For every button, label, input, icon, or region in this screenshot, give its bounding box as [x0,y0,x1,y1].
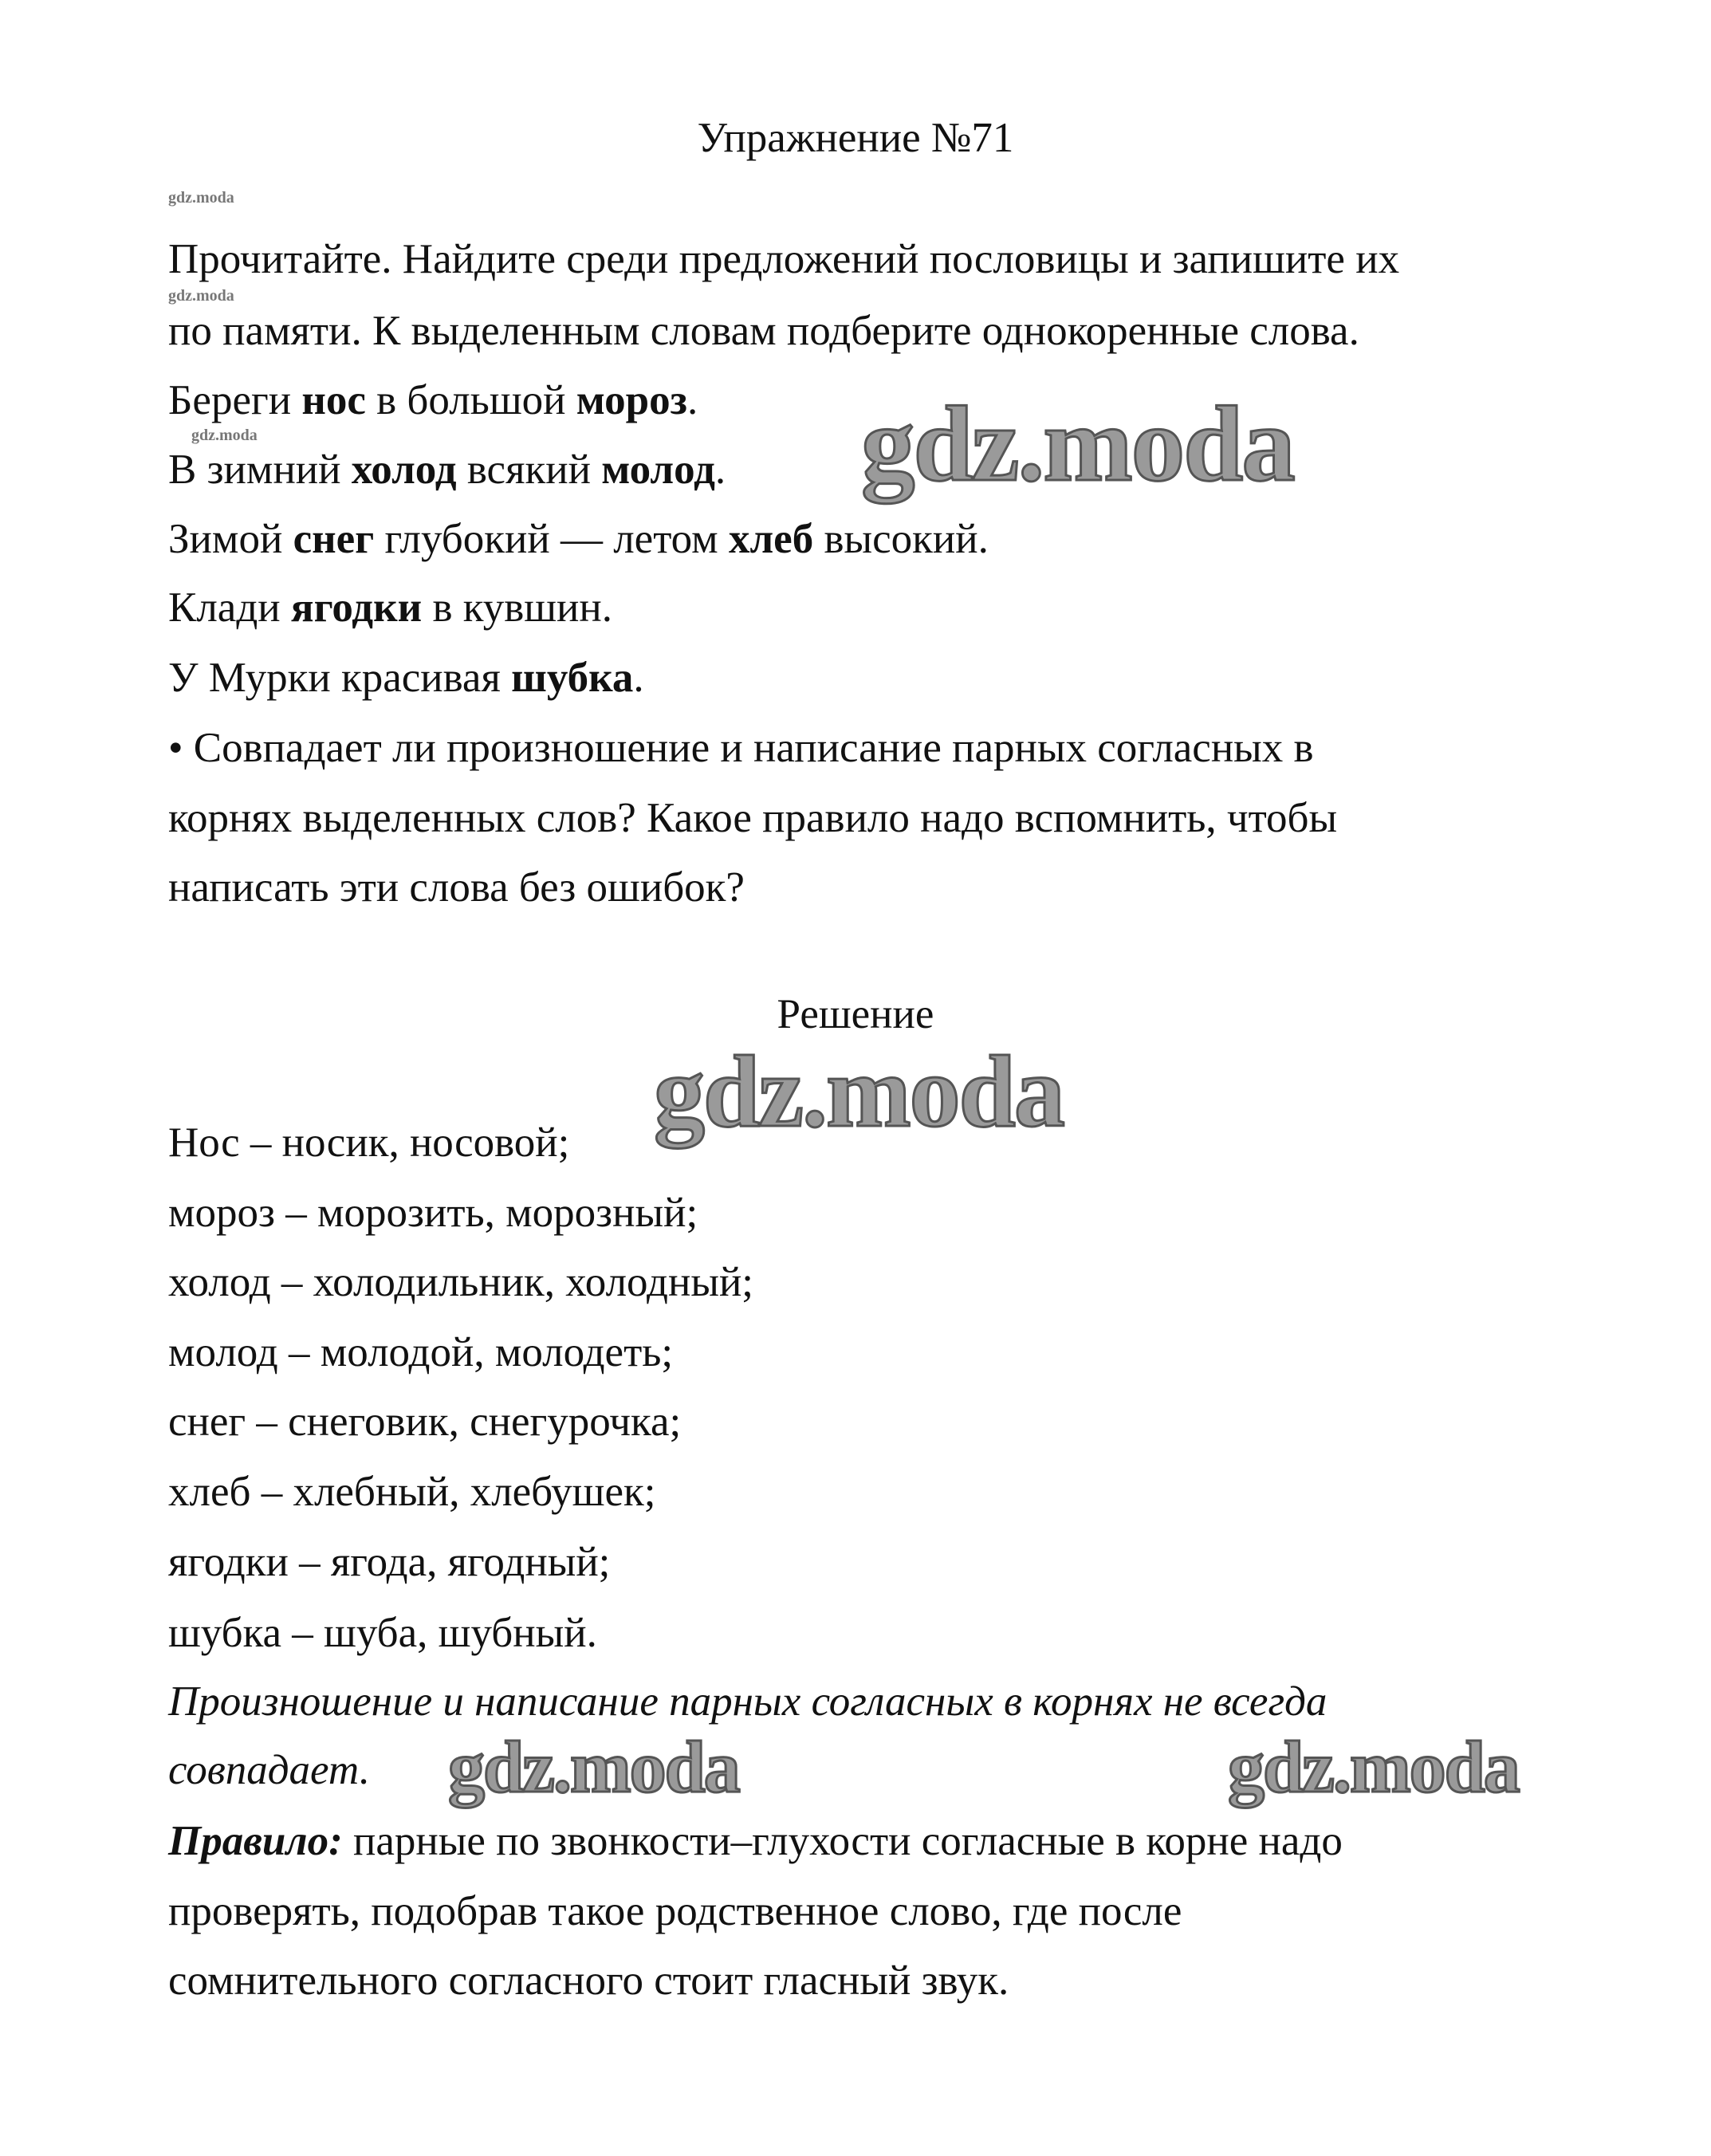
conclusion-line: совпадает. [168,1747,371,1793]
watermark-logo: gdz.moda [861,385,1294,504]
question-line: корнях выделенных слов? Какое правило надо вспомнить, чтобы [168,795,1338,841]
watermark-logo: gdz.moda [654,1035,1064,1148]
exercise-title: Упражнение №71 [697,115,1014,161]
answer-line: молод – молодой, молодеть; [168,1329,674,1375]
question-line: • Совпадает ли произношение и написание парных согласных в [168,725,1314,771]
answer-line: хлеб – хлебный, хлебушек; [168,1469,656,1515]
rule-label: Правило: [168,1818,343,1864]
answer-line: холод – холодильник, холодный; [168,1259,754,1305]
proverb-line: Зимой снег глубокий — летом хлеб высокий. [168,516,989,562]
solution-heading: Решение [777,991,934,1037]
rule-line: Правило: парные по звонкости–глухости согласные в корне надо [168,1818,1343,1864]
watermark-small: gdz.moda [168,189,234,207]
watermark-logo: gdz.moda [448,1726,739,1808]
answer-line: шубка – шуба, шубный. [168,1610,597,1656]
watermark-small: gdz.moda [168,287,234,305]
rule-line: проверять, подобрав такое родственное слово, где после [168,1888,1182,1934]
watermark-small: gdz.moda [191,427,258,444]
proverb-line: Береги нос в большой мороз. [168,377,698,423]
answer-line: ягодки – ягода, ягодный; [168,1539,611,1585]
task-text-line: Прочитайте. Найдите среди предложений пословицы и запишите их [168,236,1400,282]
conclusion-line: Произношение и написание парных согласных в корнях не всегда [168,1678,1328,1725]
watermark-logo: gdz.moda [1228,1726,1519,1808]
answer-line: Нос – носик, носовой; [168,1119,570,1166]
answer-line: снег – снеговик, снегурочка; [168,1399,682,1445]
rule-line: сомнительного согласного стоит гласный звук. [168,1957,1009,2004]
answer-line: мороз – морозить, морозный; [168,1190,698,1236]
question-line: написать эти слова без ошибок? [168,864,745,911]
proverb-line: Клади ягодки в кувшин. [168,584,613,631]
proverb-line: В зимний холод всякий молод. [168,447,726,493]
proverb-line: У Мурки красивая шубка. [168,655,644,701]
task-text-line: по памяти. К выделенным словам подберите однокоренные слова. [168,308,1359,354]
